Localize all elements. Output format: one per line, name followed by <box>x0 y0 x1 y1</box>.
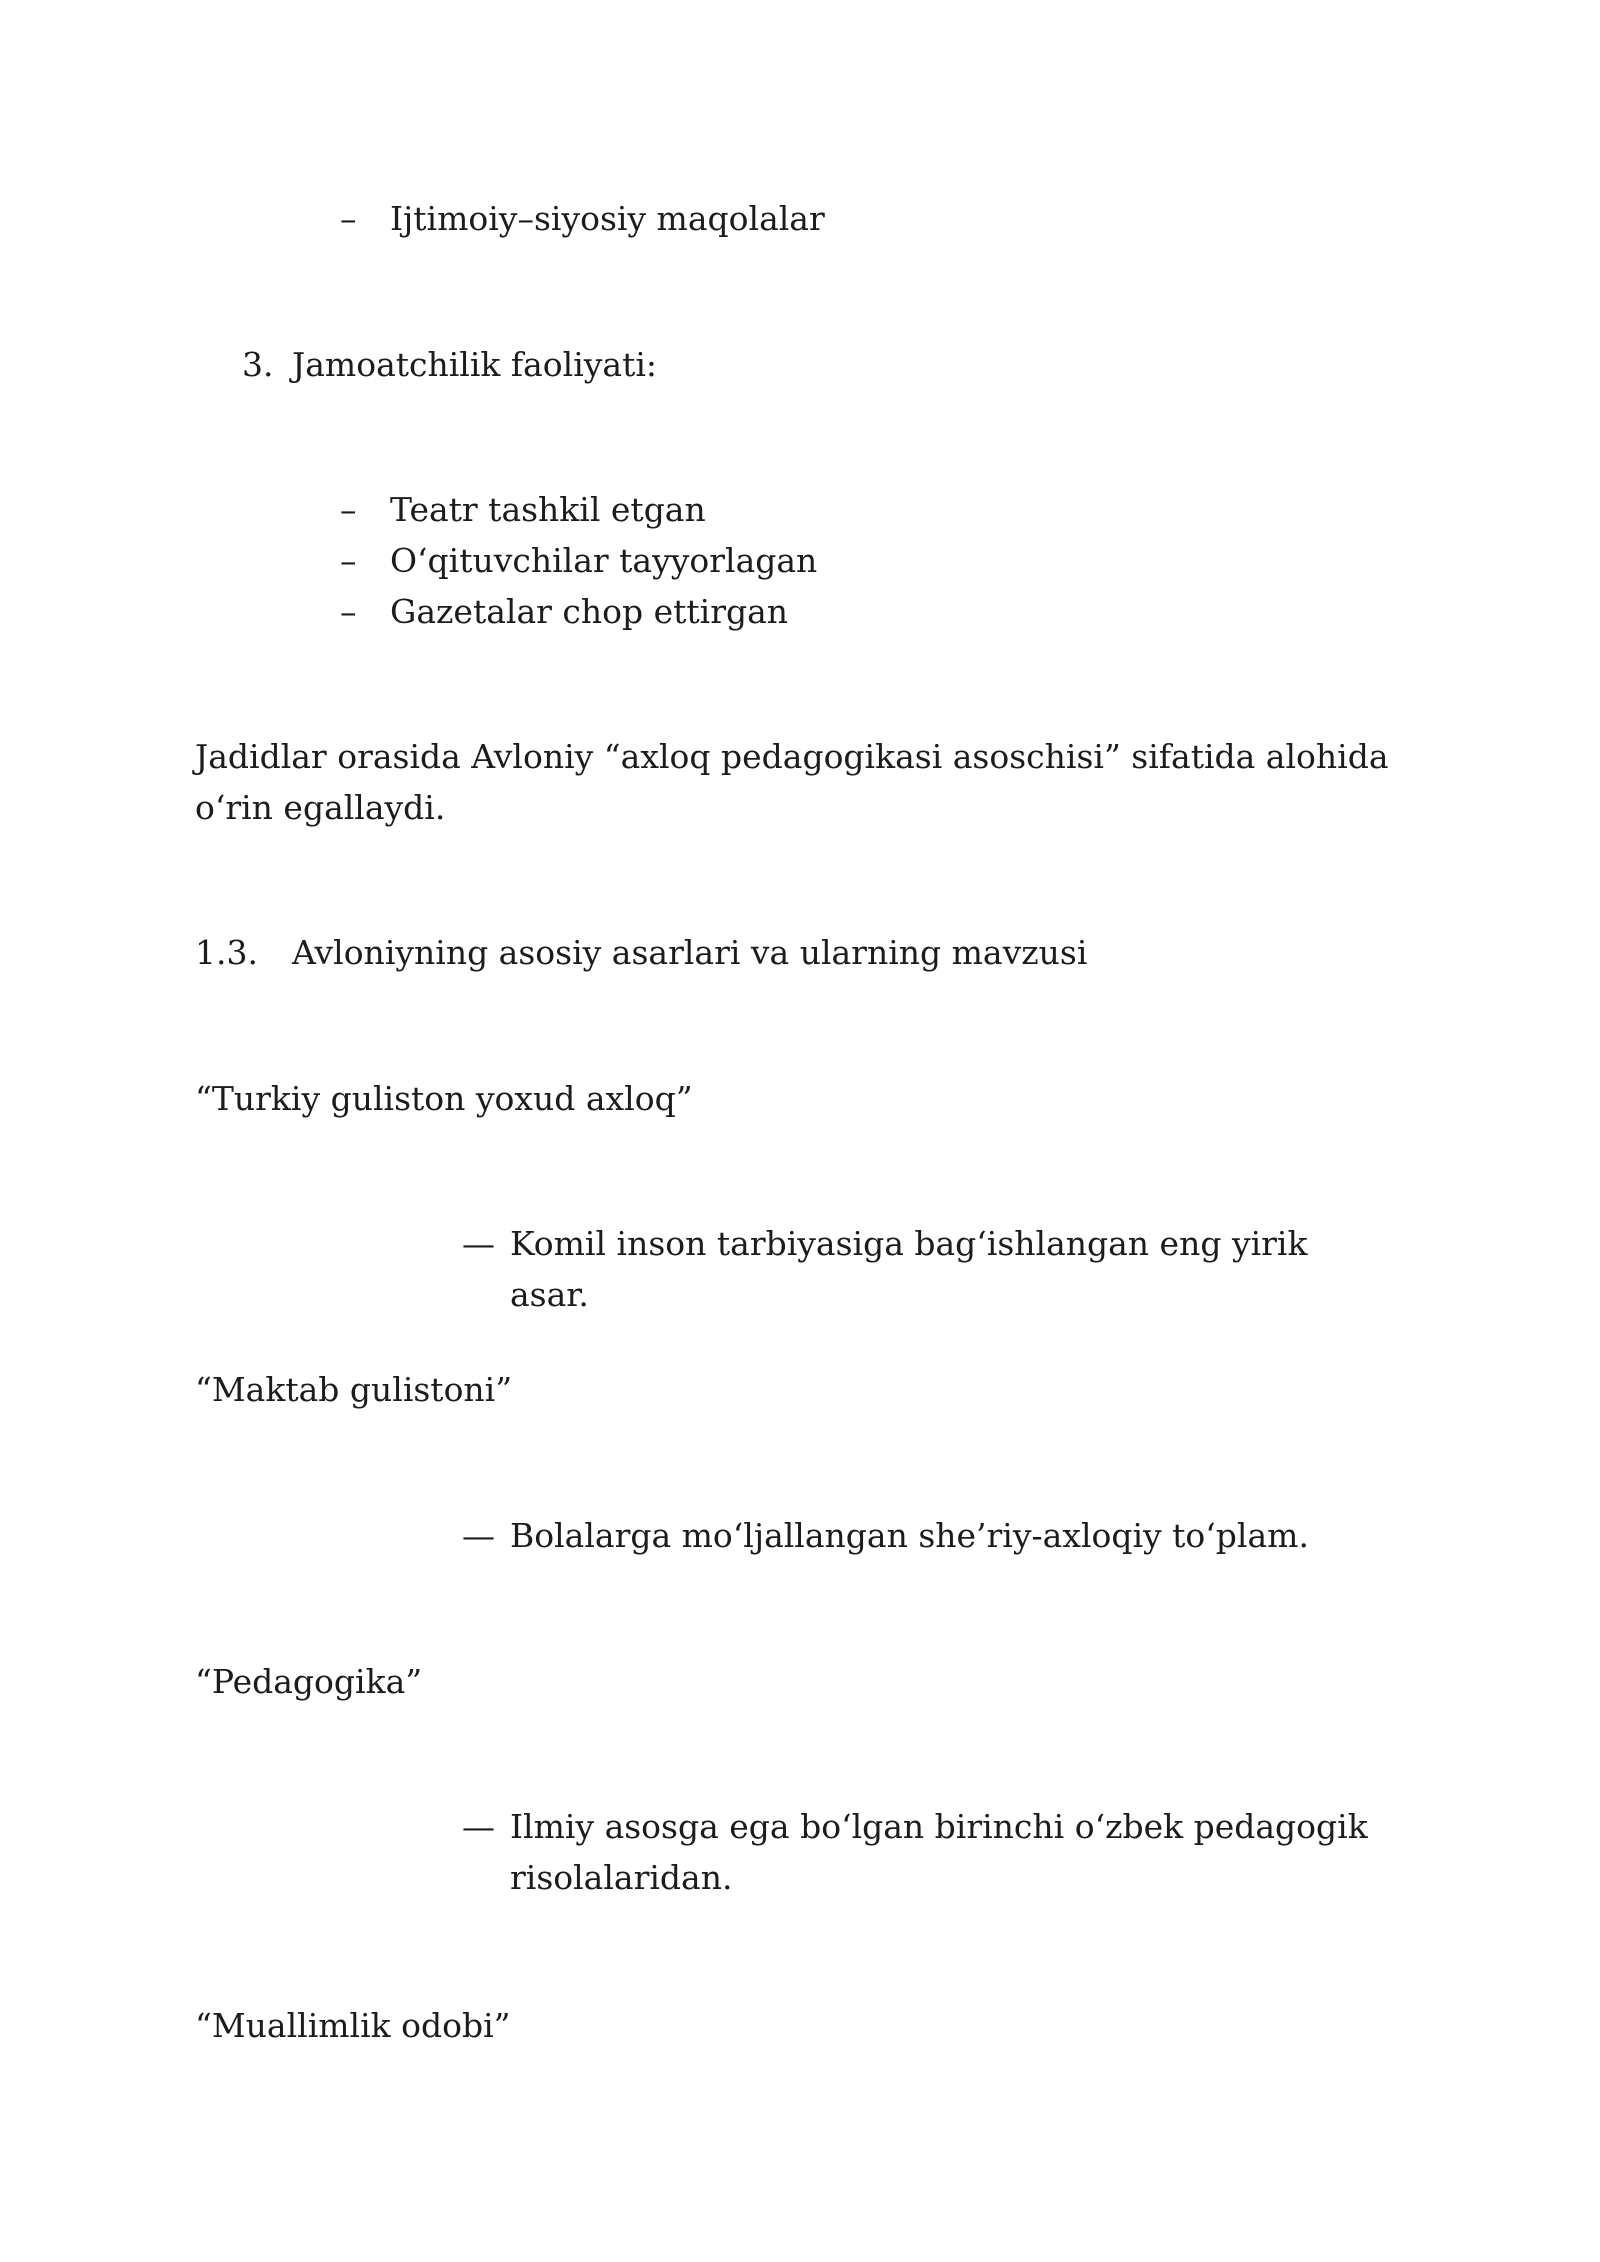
list-bullet: – <box>340 592 357 631</box>
list-item-text: Teatr tashkil etgan <box>390 490 706 529</box>
em-dash: — <box>462 1516 495 1555</box>
em-dash: — <box>462 1807 495 1846</box>
item-text: Jamoatchilik faoliyati: <box>292 345 657 384</box>
work-title: “Turkiy guliston yoxud axloq” <box>195 1079 693 1118</box>
list-item-text: Gazetalar chop ettirgan <box>390 592 789 631</box>
em-dash: — <box>462 1224 495 1263</box>
section-title: Avloniyning asosiy asarlari va ularning mavzusi <box>292 933 1088 972</box>
list-bullet: – <box>340 490 357 529</box>
list-bullet: – <box>340 199 357 238</box>
work-title: “Maktab gulistoni” <box>195 1370 513 1409</box>
work-title: “Pedagogika” <box>195 1662 423 1701</box>
list-bullet: – <box>340 541 357 580</box>
work-description-text: Komil inson tarbiyasiga bag‘ishlangan eng yirik asar. <box>510 1224 1308 1314</box>
list-item-text: Ijtimoiy–siyosiy maqolalar <box>390 199 825 238</box>
list-item-text: O‘qituvchilar tayyorlagan <box>390 541 818 580</box>
work-description-text: Bolalarga mo‘ljallangan she’riy-axloqiy to‘plam. <box>510 1516 1309 1555</box>
body-paragraph: Jadidlar orasida Avloniy “axloq pedagogikasi asoschisi” sifatida alohida o‘rin egallaydi. <box>195 737 1389 827</box>
item-number: 3. <box>242 345 274 384</box>
work-title: “Muallimlik odobi” <box>195 2006 511 2045</box>
section-number: 1.3. <box>195 933 258 972</box>
work-description-text: Ilmiy asosga ega bo‘lgan birinchi o‘zbek pedagogik risolalaridan. <box>510 1807 1368 1897</box>
